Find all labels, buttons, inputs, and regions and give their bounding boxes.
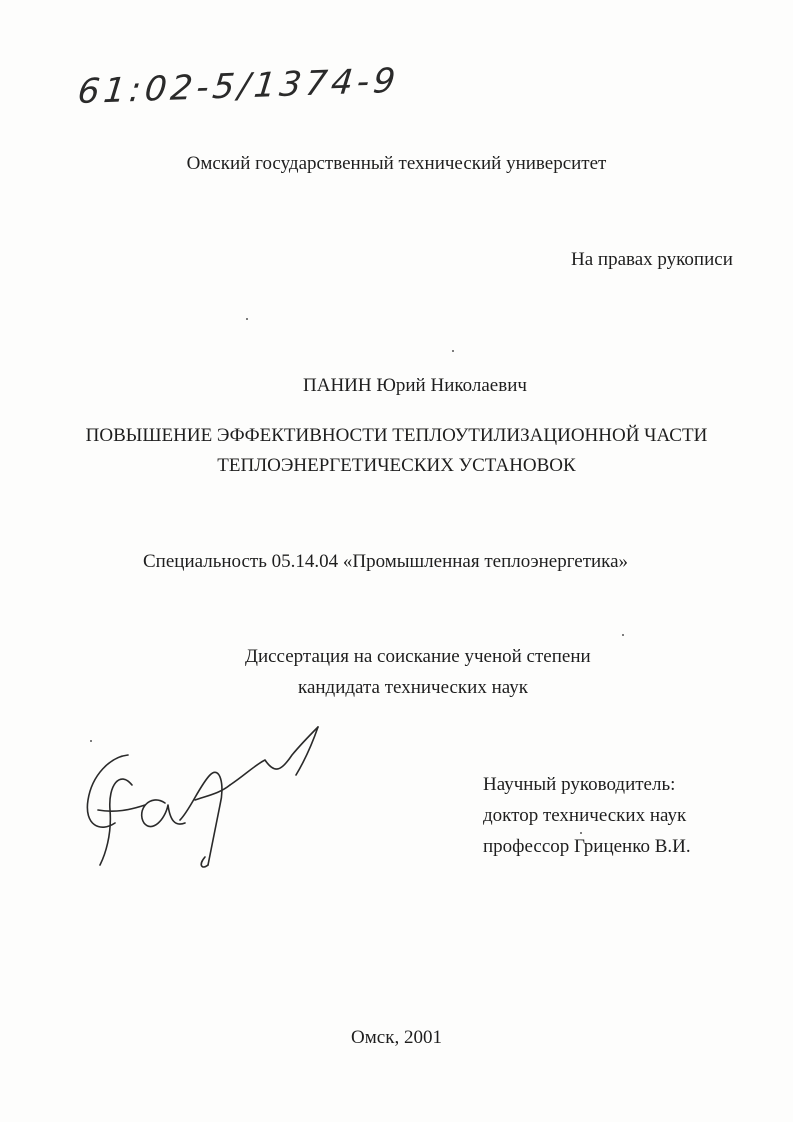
scan-speck — [90, 740, 92, 742]
signature-icon — [70, 715, 350, 875]
supervisor-degree: доктор технических наук — [483, 805, 687, 826]
university-name: Омский государственный технический университет — [186, 153, 607, 174]
scan-speck — [246, 318, 248, 320]
supervisor-name: профессор Гриценко В.И. — [483, 836, 691, 857]
scan-speck — [452, 350, 454, 352]
scan-speck — [580, 832, 582, 834]
specialty-text: Специальность 05.14.04 «Промышленная теплоэнергетика» — [143, 551, 629, 572]
title-line-1: ПОВЫШЕНИЕ ЭФФЕКТИВНОСТИ ТЕПЛОУТИЛИЗАЦИОННОЙ ЧАСТИ — [85, 425, 708, 446]
supervisor-label: Научный руководитель: — [483, 774, 676, 795]
dissertation-line-1: Диссертация на соискание ученой степени — [245, 646, 591, 667]
dissertation-line-2: кандидата технических наук — [298, 677, 528, 698]
manuscript-rights-note: На правах рукописи — [571, 249, 733, 270]
archive-code-handwritten: 61:02-5/1374-9 — [75, 60, 402, 112]
scan-speck — [622, 634, 624, 636]
city-year: Омск, 2001 — [351, 1027, 442, 1048]
author-name: ПАНИН Юрий Николаевич — [303, 375, 527, 396]
title-line-2: ТЕПЛОЭНЕРГЕТИЧЕСКИХ УСТАНОВОК — [217, 455, 576, 476]
